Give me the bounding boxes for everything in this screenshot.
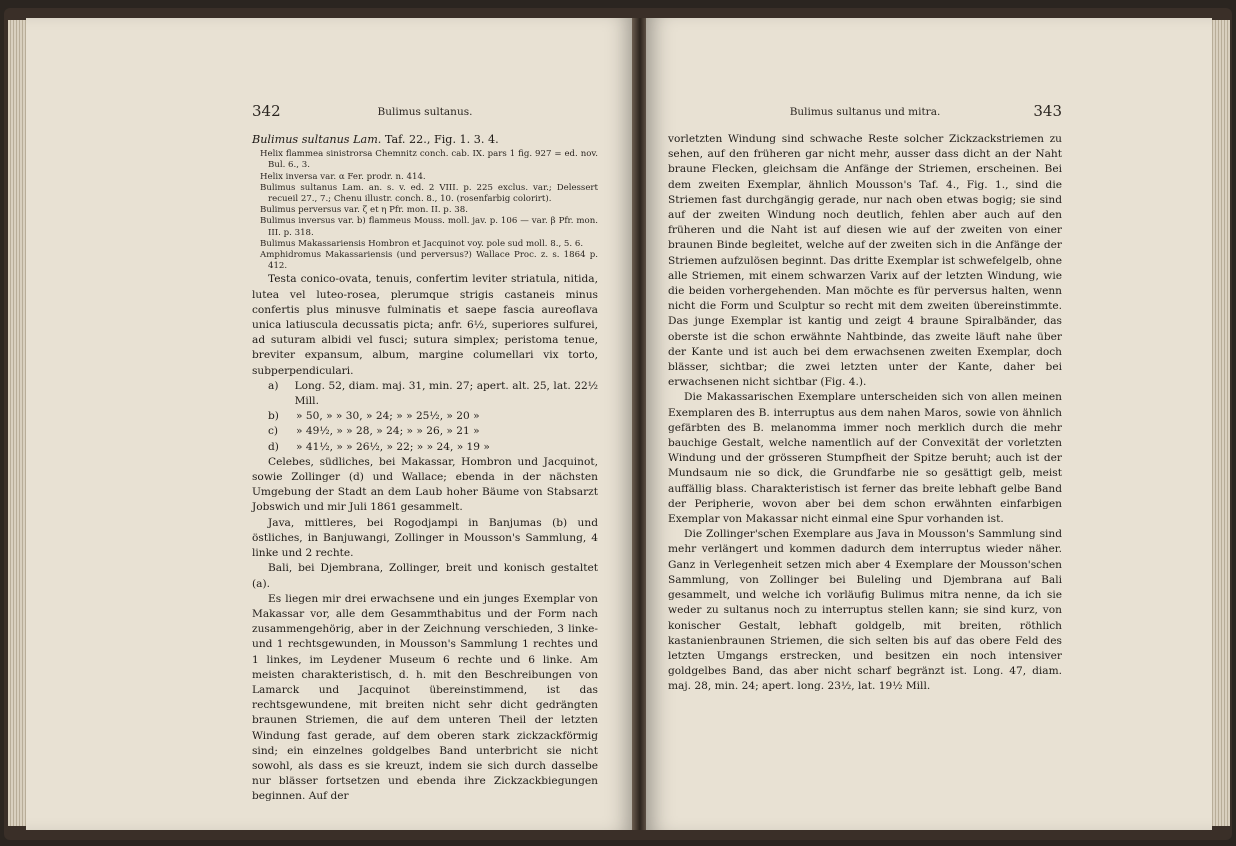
synonym: Bulimus sultanus Lam. an. s. v. ed. 2 VIII. p. 225 exclus. var.; Delessert recueil 27., 7.; Chenu illustr. conch. 8., 10. (rosenfarbig colorirt). — [260, 182, 598, 205]
synonym: Helix flammea sinistrorsa Chemnitz conch. cab. IX. pars 1 fig. 927 = ed. nov. Bul. 6., 3. — [260, 149, 598, 171]
body-paragraph: vorletzten Windung sind schwache Reste solcher Zickzackstriemen zu sehen, auf den früheren gar nicht mehr, ausser dass dicht an der Naht braune Flecken, gleichsam die Anfänge der Striemen, erscheinen. Bei dem zweiten Exemplar, ähnlich Mousson's Taf. 4., Fig. 1., sind die Striemen fast durchgängig gerade, nur nach oben etwas bogig; sie sind auf der zweiten Windung noch deutlich, fehlen aber auch auf den früheren und die Naht ist auf diesen wie auf der zweiten von einer braunen Binde begleitet, welche auf der zweiten sich in die Anfänge der Striemen aufzulösen beginnt. Das dritte Exemplar ist schwefelgelb, ohne alle Striemen, mit einem schwarzen Varix auf der letzten Windung, wie die beiden vorhergehenden. Man möchte es für perversus halten, wenn nicht die Form und Sculptur so recht mit dem zweiten übereinstimmte. Das junge Exemplar ist kantig und zeigt 4 braune Spiralbänder, das oberste ist die schon erwähnte Nahtbinde, das zweite läuft nahe über der Kante und ist auch bei dem erwachsenen zweiten Exemplar, doch blässer, sichtbar; die zwei letzten unter der Kante, daher bei erwachsenen nicht sichtbar (Fig. 4.). — [668, 133, 1062, 389]
locality-paragraph: Celebes, südliches, bei Makassar, Hombron und Jacquinot, sowie Zollinger (d) und Wallace; ebenda in der nächsten Umgebung der Stadt an dem Laub hoher Bäume von Stabsarzt Jobswich und mir Juli 1861 gesammelt. — [252, 455, 598, 514]
page-edges-right — [1210, 20, 1230, 826]
body-paragraph: Die Zollinger'schen Exemplare aus Java in Mousson's Sammlung sind mehr verlängert und kommen dadurch dem interruptus wieder näher. Ganz in Verlegenheit setzen mich aber 4 Exemplare der Mousson'schen Sammlung, von Zollinger bei Buleling und Djembrana auf Bali gesammelt, und welche ich vorläufig Bulimus mitra nenne, da ich sie weder zu sultanus noch zu interruptus stellen kann; sie sind kurz, von konischer Gestalt, lebhaft goldgelb, mit breiten, röthlich kastanienbraunen Striemen, die sich selten bis auf das obere Feld des letzten Umgangs erstrecken, und besitzen ein noch intensiver goldgelbes Band, das aber nicht scharf begränzt ist. Long. 47, diam. maj. 28, min. 24; apert. long. 23½, lat. 19½ Mill. — [668, 528, 1062, 693]
left-header — [252, 102, 598, 126]
body-paragraph: Es liegen mir drei erwachsene und ein junges Exemplar von Makassar vor, alle dem Gesammthabitus und der Form nach zusammengehörig, aber in der Zeichnung verschieden, 3 linke- und 1 rechtsgewunden, in Mousson's Sammlung 1 rechtes und 1 linkes, im Leydener Museum 6 rechte und 6 linke. Am meisten charakteristisch, d. h. mit den Beschreibungen von Lamarck und Jacquinot übereinstimmend, ist das rechtsgewundene, mit breiten nicht sehr dicht gedrängten braunen Striemen, die auf dem unteren Theil der letzten Windung fast gerade, auf dem oberen stark zickzackförmig sind; ein einzelnes goldgelbes Band unterbricht sie nicht sowohl, als dass es sie kreuzt, indem sie sich durch dasselbe nur blässer fortsetzen und ebenda ihre Zickzackbiegungen beginnen. Auf der — [252, 592, 598, 803]
synonym: Bulimus inversus var. b) flammeus Mouss. moll. jav. p. 106 — var. β Pfr. mon. III. p. 318. — [260, 216, 598, 238]
right-header — [668, 102, 1062, 126]
measurement-row: a) Long. 52, diam. maj. 31, min. 27; apert. alt. 25, lat. 22½ Mill. — [268, 379, 598, 408]
right-page — [646, 18, 1212, 830]
locality-paragraph: Bali, bei Djembrana, Zollinger, breit und konisch gestaltet (a). — [252, 562, 598, 590]
measurement-row: c) » 49½, » » 28, » 24; » » 26, » 21 » — [268, 425, 480, 438]
plate-reference: Taf. 22., Fig. 1. 3. 4. — [384, 133, 499, 146]
measurement-row: d) » 41½, » » 26½, » 22; » » 24, » 19 » — [268, 440, 490, 453]
left-page-number: 342 — [252, 102, 281, 120]
left-running-head: Bulimus sultanus. — [377, 106, 473, 118]
right-running-head: Bulimus sultanus und mitra. — [789, 106, 941, 118]
synonym: Bulimus perversus var. ζ et η Pfr. mon. II. p. 38. — [260, 205, 468, 216]
species-name: Bulimus sultanus Lam. — [252, 133, 382, 146]
species-heading — [252, 132, 598, 147]
synonym: Bulimus Makassariensis Hombron et Jacquinot voy. pole sud moll. 8., 5. 6. — [260, 238, 584, 249]
latin-diagnosis: Testa conico-ovata, tenuis, confertim leviter striatula, nitida, lutea vel luteo-rosea, plerumque strigis castaneis minus confertis plus minusve fulminatis et saepe fascia aureoflava unica latiuscula decussatis picta; anfr. 6½, superiores sulfurei, ad suturam albidi vel fusci; sutura simplex; peristoma tenue, breviter expansum, album, margine columellari vix torto, subperpendiculari. — [252, 273, 598, 377]
right-page-number: 343 — [1033, 102, 1062, 120]
synonym: Amphidromus Makassariensis (und perversus?) Wallace Proc. z. s. 1864 p. 412. — [260, 250, 598, 272]
right-text-block — [668, 132, 1062, 695]
measurement-row: b) » 50, » » 30, » 24; » » 25½, » 20 » — [268, 410, 480, 423]
page-edges-left — [8, 20, 28, 826]
synonym: Helix inversa var. α Fer. prodr. n. 414. — [260, 171, 426, 182]
body-paragraph: Die Makassarischen Exemplare unterscheiden sich von allen meinen Exemplaren des B. interruptus aus dem nahen Maros, sowie von ähnlich gefärbten des B. melanomma immer noch merklich durch die mehr bauchige Gestalt, welche namentlich auf der Convexität der vorletzten Windung und der grösseren Stumpfheit der Spitze beruht; auch ist der Mundsaum nie so dick, die Grundfarbe nie so gesättigt gelb, meist auffällig blass. Charakteristisch ist ferner das breite lebhaft gelbe Band der Peripherie, wovon aber bei dem schon erwähnten einfarbigen Exemplar von Makassar nicht einmal eine Spur vorhanden ist. — [668, 391, 1062, 526]
left-page — [26, 18, 634, 830]
locality-paragraph: Java, mittleres, bei Rogodjampi in Banjumas (b) und östliches, in Banjuwangi, Zollinger in Mousson's Sammlung, 4 linke und 2 rechte. — [252, 516, 598, 560]
left-text-block — [252, 132, 598, 805]
